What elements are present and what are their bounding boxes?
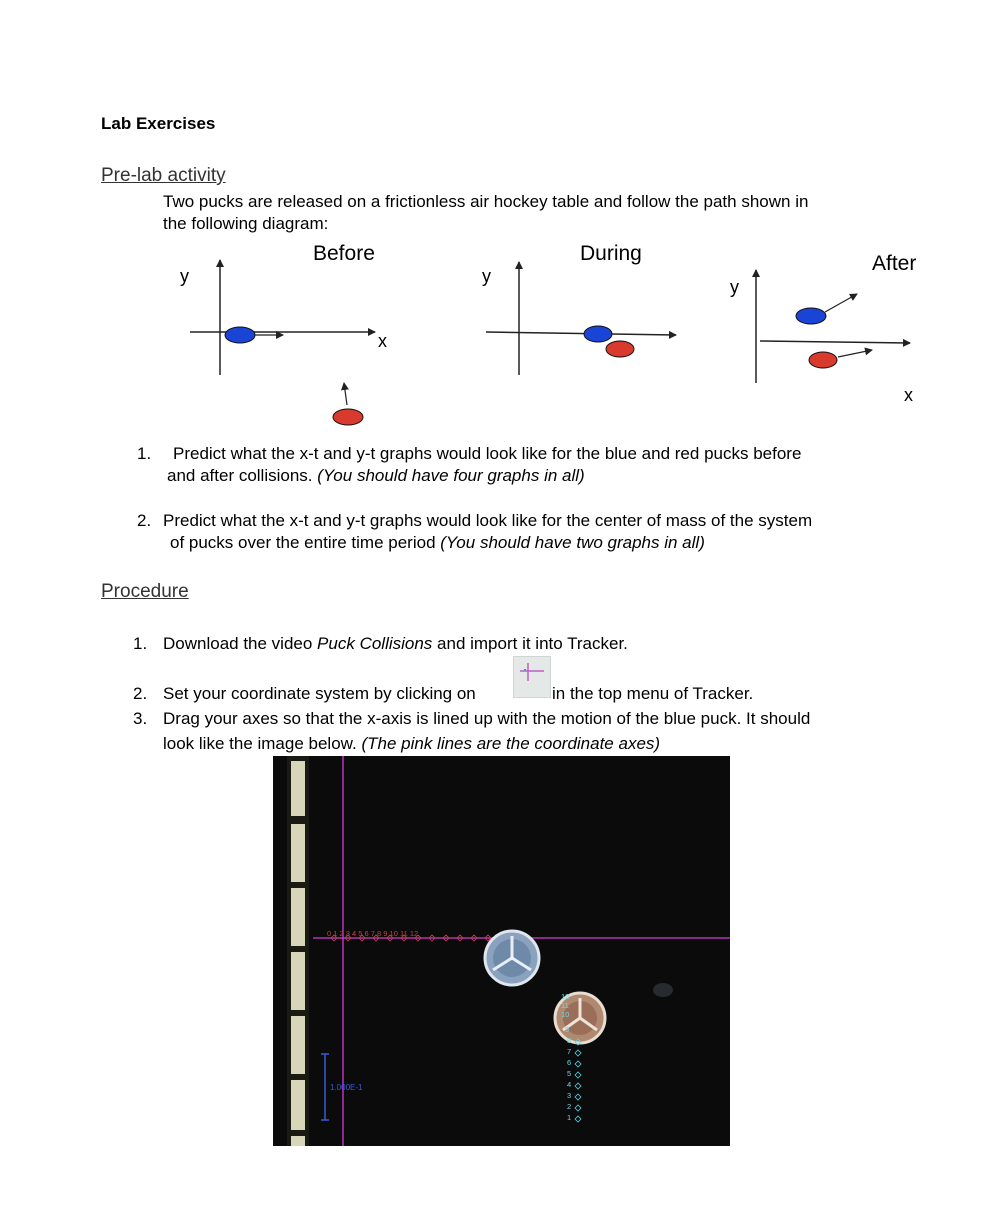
before-red-arrow [344,383,347,405]
puck-collision-diagram [150,235,950,435]
step3-note: (The pink lines are the coordinate axes) [361,734,661,753]
during-blue-puck [584,326,612,342]
step2-number: 2. [133,684,148,703]
after-blue-puck [796,308,826,324]
calibration-label: 1.000E-1 [330,1083,363,1092]
step1-number: 1. [133,634,148,653]
step3-number: 3. [133,709,148,728]
q1-line2 [167,465,585,487]
step2-a: Set your coordinate system by clicking on [163,684,476,703]
after-red-arrow [838,350,872,357]
tracker-video-scene [273,756,730,1146]
before-y-label: y [180,266,189,286]
q2-line2 [170,532,705,554]
after-x-axis [760,341,910,343]
svg-text:7: 7 [567,1047,572,1056]
page-heading: Lab Exercises [101,114,216,133]
step1-c: and import it into Tracker. [432,634,628,653]
diagram-during-label: During [580,242,642,265]
coordinate-axes-icon [513,656,551,698]
after-x-label: x [904,385,913,405]
svg-text:12: 12 [561,992,570,1001]
step2-b: in the top menu of Tracker. [552,684,754,703]
svg-text:5: 5 [567,1069,572,1078]
diagram-before-label: Before [313,242,375,265]
q1-note: (You should have four graphs in all) [317,466,585,485]
during-red-puck [606,341,634,357]
step1-a: Download the video [163,634,318,653]
before-blue-puck [225,327,255,343]
diagram-after-label: After [872,252,917,275]
step3-line2 [163,733,660,755]
prelab-intro-line2: the following diagram: [163,214,329,233]
prelab-title: Pre-lab activity [101,165,226,186]
step3-line1: Drag your axes so that the x-axis is lined up with the motion of the blue puck. It should [163,709,811,728]
svg-text:10: 10 [561,1010,570,1019]
svg-text:11: 11 [561,1001,569,1010]
during-x-axis [486,332,676,335]
svg-text:3: 3 [567,1091,572,1100]
before-x-label: x [378,331,387,351]
before-red-puck [333,409,363,425]
blue-puck-trail-labels: 0 1 2 3 4 5 6 7 8 9 10 11 12 [327,929,419,938]
after-blue-arrow [825,294,857,312]
q2-line1: Predict what the x-t and y-t graphs would look like for the center of mass of the system [163,511,813,530]
svg-text:6: 6 [567,1058,572,1067]
tracker-video-frame [273,756,730,1146]
step1-video-name: Puck Collisions [317,634,433,653]
prelab-intro-line1: Two pucks are released on a frictionless air hockey table and follow the path shown in [163,192,809,211]
q2-line2-text: of pucks over the entire time period [170,533,441,552]
during-y-label: y [482,266,491,286]
svg-text:1: 1 [567,1113,572,1122]
after-red-puck [809,352,837,368]
q1-number: 1. [137,444,152,463]
q2-number: 2. [137,511,152,530]
svg-text:2: 2 [567,1102,572,1111]
svg-text:8: 8 [567,1036,572,1045]
q1-line2-text: and after collisions. [167,466,318,485]
axes-icon-glyph [514,657,550,697]
step3-line2-text: look like the image below. [163,734,362,753]
q2-note: (You should have two graphs in all) [440,533,705,552]
after-y-label: y [730,277,739,297]
step1-text [163,633,628,655]
svg-text:9: 9 [565,1025,570,1034]
procedure-title: Procedure [101,581,189,602]
svg-text:4: 4 [567,1080,572,1089]
q1-line1: Predict what the x-t and y-t graphs would look like for the blue and red pucks before [173,444,802,463]
